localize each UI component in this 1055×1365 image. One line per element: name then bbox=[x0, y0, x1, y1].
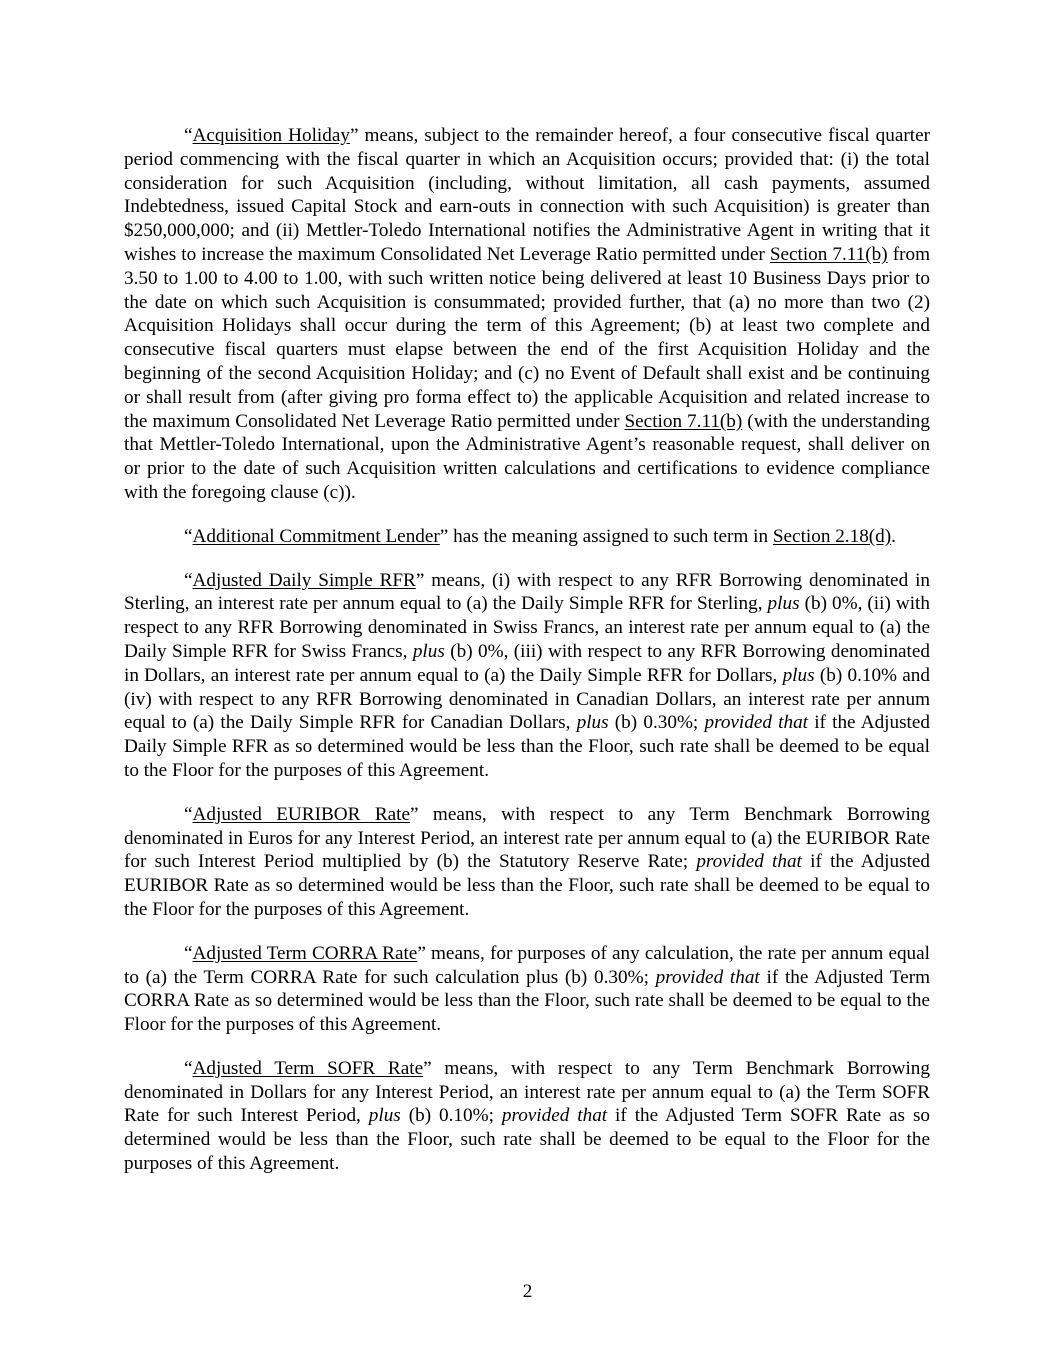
definition-text: means, with respect to any Term Benchmark Borrowing denominated in Euros for any Interest Period, an interest rate per annum equal to (a) the EURIBOR Rate for such Interest Period multiplied by (b) the Statutory Reserve Rate; bbox=[124, 803, 930, 873]
defined-term: Adjusted Term SOFR Rate bbox=[192, 1057, 424, 1079]
emphasis-text: provided that bbox=[655, 966, 760, 988]
definition-text: if the Adjusted Term CORRA Rate as so determined would be less than the Floor, such rate shall be deemed to be equal to the Floor for the purposes of this Agreement. bbox=[124, 966, 931, 1036]
definition-text: (b) 0.10% and (iv) with respect to any RFR Borrowing denominated in Canadian Dollars, an interest rate per annum equal to (a) the Daily Simple RFR for Canadian Dollars, bbox=[124, 664, 930, 734]
definition-text: means, (i) with respect to any RFR Borrowing denominated in Sterling, an interest rate per annum equal to (a) the Daily Simple RFR for Sterling, bbox=[124, 569, 931, 615]
emphasis-text: provided that bbox=[501, 1105, 608, 1127]
definition-text: if the Adjusted EURIBOR Rate as so determined would be less than the Floor, such rate shall be deemed to be equal to the Floor for the purposes of this Agreement. bbox=[124, 851, 931, 920]
definition-paragraph: “Adjusted Term CORRA Rate” means, for purposes of any calculation, the rate per annum equal to (a) the Term CORRA Rate for such calculation plus (b) 0.30%; provided that if the Adjusted Term CORRA Rate as so determined would be less than the Floor, such rate shall be deemed to be equal to the Floor for the purposes of this Agreement. bbox=[124, 942, 931, 1036]
defined-term: Adjusted Term CORRA Rate bbox=[192, 942, 418, 964]
document-page bbox=[124, 124, 930, 1196]
section-reference: Section 7.11(b) bbox=[769, 243, 888, 265]
definition-text: (b) 0%, (iii) with respect to any RFR Borrowing denominated in Dollars, an interest rate per annum equal to (a) the Daily Simple RFR for Dollars, bbox=[124, 640, 930, 686]
emphasis-text: plus bbox=[782, 664, 815, 686]
definition-text: if the Adjusted Term SOFR Rate as so determined would be less than the Floor, such rate shall be deemed to be equal to the Floor for the purposes of this Agreement. bbox=[124, 1105, 931, 1175]
emphasis-text: provided that bbox=[704, 712, 809, 734]
emphasis-text: plus bbox=[767, 593, 800, 615]
definition-text: . bbox=[891, 525, 896, 547]
defined-term: Acquisition Holiday bbox=[192, 125, 350, 146]
definition-text: (b) 0.10%; bbox=[400, 1105, 502, 1127]
defined-term: Adjusted EURIBOR Rate bbox=[192, 803, 410, 825]
section-reference: Section 7.11(b) bbox=[624, 410, 743, 432]
definition-text: means, with respect to any Term Benchmark Borrowing denominated in Dollars for any Interest Period, an interest rate per annum equal to (a) the Term SOFR Rate for such Interest Period, bbox=[124, 1057, 930, 1127]
defined-term: Additional Commitment Lender bbox=[192, 525, 440, 547]
definitions-list bbox=[124, 124, 930, 1176]
definition-text: means, for purposes of any calculation, the rate per annum equal to (a) the Term CORRA Rate for such calculation plus (b) 0.30%; bbox=[124, 942, 930, 988]
definition-text: (b) 0%, (ii) with respect to any RFR Borrowing denominated in Swiss Francs, an interest rate per annum equal to (a) the Daily Simple RFR for Swiss Francs, bbox=[124, 593, 930, 662]
defined-term: Adjusted Daily Simple RFR bbox=[192, 569, 416, 591]
definition-paragraph: “Acquisition Holiday” means, subject to the remainder hereof, a four consecutive fiscal quarter period commencing with the fiscal quarter in which an Acquisition occurs; provided that: (i) the total consideration for such Acquisition (including, without limitation, all cash payments, assumed Indebtedness, issued Capital Stock and earn-outs in connection with such Acquisition) is greater than $250,000,000; and (ii) Mettler-Toledo International notifies the Administrative Agent in writing that it wishes to increase the maximum Consolidated Net Leverage Ratio permitted under Section 7.11(b) from 3.50 to 1.00 to 4.00 to 1.00, with such written notice being delivered at least 10 Business Days prior to the date on which such Acquisition is consummated; provided further, that (a) no more than two (2) Acquisition Holidays shall occur during the term of this Agreement; (b) at least two complete and consecutive fiscal quarters must elapse between the end of the first Acquisition Holiday and the beginning of the second Acquisition Holiday; and (c) no Event of Default shall exist and be continuing or shall result from (after giving pro forma effect to) the applicable Acquisition and related increase to the maximum Consolidated Net Leverage Ratio permitted under Section 7.11(b) (with the understanding that Mettler-Toledo International, upon the Administrative Agent’s reasonable request, shall deliver on or prior to the date of such Acquisition written calculations and certifications to evidence compliance with the foregoing clause (c)). bbox=[124, 125, 931, 503]
definition-text: (b) 0.30%; bbox=[608, 712, 705, 734]
definition-text: from 3.50 to 1.00 to 4.00 to 1.00, with such written notice being delivered at least 10 Business Days prior to the date on which such Acquisition is consummated; provided further, that (a) no more than two (2) Acquisition Holidays shall occur during the term of this Agreement; (b) at least two complete and consecutive fiscal quarters must elapse between the end of the first Acquisition Holiday and the beginning of the second Acquisition Holiday; and (c) no Event of Default shall exist and be continuing or shall result from (after giving pro forma effect to) the applicable Acquisition and related increase to the maximum Consolidated Net Leverage Ratio permitted under bbox=[124, 243, 930, 432]
definition-text: if the Adjusted Daily Simple RFR as so determined would be less than the Floor, such rate shall be deemed to be equal to the Floor for the purposes of this Agreement. bbox=[124, 712, 931, 781]
emphasis-text: plus bbox=[576, 712, 609, 734]
definition-text: (with the understanding that Mettler-Toledo International, upon the Administrative Agent’s reasonable request, shall deliver on or prior to the date of such Acquisition written calculations and certifications to evidence compliance with the foregoing clause (c)). bbox=[124, 410, 930, 503]
definition-paragraph: “Adjusted Term SOFR Rate” means, with respect to any Term Benchmark Borrowing denominated in Dollars for any Interest Period, an interest rate per annum equal to (a) the Term SOFR Rate for such Interest Period, plus (b) 0.10%; provided that if the Adjusted Term SOFR Rate as so determined would be less than the Floor, such rate shall be deemed to be equal to the Floor for the purposes of this Agreement. bbox=[124, 1057, 931, 1175]
definition-text: has the meaning assigned to such term in bbox=[448, 525, 773, 547]
definition-paragraph: “Adjusted Daily Simple RFR” means, (i) with respect to any RFR Borrowing denominated in Sterling, an interest rate per annum equal to (a) the Daily Simple RFR for Sterling, plus (b) 0%, (ii) with respect to any RFR Borrowing denominated in Swiss Francs, an interest rate per annum equal to (a) the Daily Simple RFR for Swiss Francs, plus (b) 0%, (iii) with respect to any RFR Borrowing denominated in Dollars, an interest rate per annum equal to (a) the Daily Simple RFR for Dollars, plus (b) 0.10% and (iv) with respect to any RFR Borrowing denominated in Canadian Dollars, an interest rate per annum equal to (a) the Daily Simple RFR for Canadian Dollars, plus (b) 0.30%; provided that if the Adjusted Daily Simple RFR as so determined would be less than the Floor, such rate shall be deemed to be equal to the Floor for the purposes of this Agreement. bbox=[124, 569, 931, 781]
emphasis-text: plus bbox=[368, 1105, 401, 1127]
definition-text: means, subject to the remainder hereof, a four consecutive fiscal quarter period commencing with the fiscal quarter in which an Acquisition occurs; provided that: (i) the total consideration for such Acquisition (including, without limitation, all cash payments, assumed Indebtedness, issued Capital Stock and earn-outs in connection with such Acquisition) is greater than $250,000,000; and (ii) Mettler-Toledo International notifies the Administrative Agent in writing that it wishes to increase the maximum Consolidated Net Leverage Ratio permitted under bbox=[124, 125, 931, 265]
emphasis-text: provided that bbox=[696, 851, 802, 873]
emphasis-text: plus bbox=[412, 640, 445, 662]
page-number: 2 bbox=[522, 1281, 533, 1302]
definition-paragraph: “Adjusted EURIBOR Rate” means, with respect to any Term Benchmark Borrowing denominated in Euros for any Interest Period, an interest rate per annum equal to (a) the EURIBOR Rate for such Interest Period multiplied by (b) the Statutory Reserve Rate; provided that if the Adjusted EURIBOR Rate as so determined would be less than the Floor, such rate shall be deemed to be equal to the Floor for the purposes of this Agreement. bbox=[124, 803, 931, 920]
section-reference: Section 2.18(d) bbox=[772, 525, 892, 547]
definition-paragraph: “Additional Commitment Lender” has the meaning assigned to such term in Section 2.18(d). bbox=[184, 525, 896, 547]
